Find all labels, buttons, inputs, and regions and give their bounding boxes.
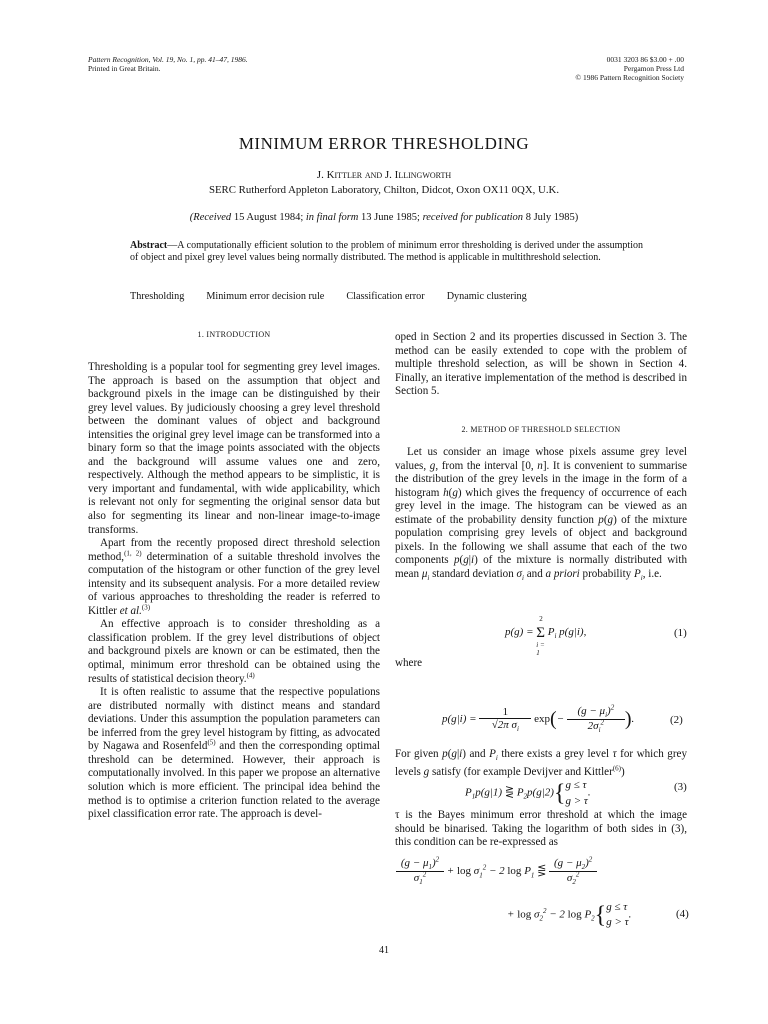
paper-title: MINIMUM ERROR THRESHOLDING xyxy=(238,134,530,153)
final-form-date: 13 June 1985; xyxy=(361,212,420,223)
equation-number: (4) xyxy=(676,908,689,920)
received-dates xyxy=(0,212,768,223)
where-label: where xyxy=(395,657,423,669)
right-column-paragraph: τ is the Bayes minimum error threshold at which the image should be binarised. Taking the logarithm of both sides in (3), this condition can be re-expressed as xyxy=(395,809,687,849)
journal-line: Pattern Recognition, Vol. 19, No. 1, pp. 41–47, 1986. xyxy=(88,55,248,64)
right-column-continuation xyxy=(395,331,687,399)
paragraph: Thresholding is a popular tool for segmenting grey level images. The approach is based on the assumption that object and background pixels in the image can be distinguished by their grey level values. By judiciously choosing a grey level threshold between the dominant values of object and background intensities the original grey level image can be transformed into a binary form so that the image points associated with the objects and the background will assume values one and zero, respectively. Although the method appears to be simplistic, it is very important and fundamental, with wide applicability, which is relevant not only for segmenting the original sensor data but also for segmenting its linear and non-linear image-to-image transforms. xyxy=(88,361,380,536)
equation-1: p(g) = Σ 2 i = 1 $P_i$ p(g|i), xyxy=(505,615,587,657)
received-date: 15 August 1984; xyxy=(233,212,304,223)
equation-4-continued: + $\log \sigma_2^2 - 2$ $\log P_2\{g \le \tau$ g > τ. xyxy=(507,901,632,929)
copyright-line: © 1986 Pattern Recognition Society xyxy=(575,73,684,82)
citation: (4) xyxy=(246,670,255,679)
issn-code: 0031 3203 86 $3.00 + .00 xyxy=(606,55,684,64)
paragraph: For given p(g|i) and $P_i$ there exists a grey level τ for which grey levels g satisfy (for example Devijver and Kittler$^{(6)}$) xyxy=(395,748,687,778)
right-column-paragraph xyxy=(395,748,687,779)
page-number: 41 xyxy=(379,945,389,956)
right-column-paragraph xyxy=(395,446,687,586)
publication-date: 8 July 1985) xyxy=(525,212,579,223)
paragraph: oped in Section 2 and its properties discussed in Section 3. The method can be easily extended to cope with the problem of multiple threshold selection, as will be shown in Section 4. Finally, an iterative implementation of the method is described in Section 5. xyxy=(395,331,687,398)
keyword: Minimum error decision rule xyxy=(206,291,325,302)
abstract-label: Abstract xyxy=(130,240,168,251)
equation-number: (3) xyxy=(674,781,687,793)
keywords xyxy=(130,291,650,302)
publisher-block xyxy=(575,55,684,82)
paragraph: It is often realistic to assume that the respective populations are distributed normally with distinct means and standard deviations. Under this assumption the population parameters can be inferred from the grey level histogram by fitting, as advocated by Nagawa and Rosenfeld$^{(5)}$ and then the corresponding optimal threshold can be determined. However, their approach is computationally involved. In this paper we propose an alternative solution which is more efficient. The principal idea behind the method is to optimise a criterion function related to the average pixel classification error rate. The approach is devel- xyxy=(88,686,380,821)
equation-number: (1) xyxy=(674,627,687,639)
paragraph: Apart from the recently proposed direct threshold selection method,$^{(1, 2)}$ determination of a suitable threshold involves the computation of the histogram or other function of the grey level intensity and its subsequent analysis. For a more detailed review of various approaches to thresholding the reader is referred to Kittler et al.$^{(3)}$ xyxy=(88,537,380,617)
publisher-name: Pergamon Press Ltd xyxy=(623,64,684,73)
section-heading-introduction: 1. INTRODUCTION xyxy=(197,330,271,339)
citation: (6) xyxy=(612,764,621,773)
final-form-label: in final form xyxy=(305,212,359,223)
journal-citation xyxy=(88,55,248,73)
paragraph: An effective approach is to consider thresholding as a classification problem. If the grey level distributions of object and background pixels are known or can be estimated, then the optimal, minimum error threshold can be obtained using the results of statistical decision theory.$^{(4)}$ xyxy=(88,618,380,685)
citation: (5) xyxy=(207,738,216,747)
citation: (3) xyxy=(141,603,151,612)
keyword: Thresholding xyxy=(130,291,185,302)
publication-label: received for publication xyxy=(422,212,524,223)
abstract xyxy=(130,240,643,264)
section-heading-method: 2. METHOD OF THRESHOLD SELECTION xyxy=(461,425,621,434)
abstract-text: —A computationally efficient solution to the problem of minimum error thresholding is derived under the assumption of object and pixel grey level values being normally distributed. The method is applicable in multithreshold selection. xyxy=(130,240,643,263)
equation-2: p(g|i) = $\frac{1}{√2\pi \sigma_i}$ exp(− $\frac{(g - \mu_i)^2}{2\sigma_i^2}$ ). xyxy=(442,703,635,735)
equation-number: (2) xyxy=(670,714,683,726)
keyword: Dynamic clustering xyxy=(446,291,527,302)
citation: (1, 2) xyxy=(124,548,142,557)
received-open: (Received xyxy=(189,212,232,223)
equation-4: $\frac{(g - \mu_1)^2}{\sigma_1^2}$ + $\log \sigma_1^2 - 2$ $\log P_1$ ⋚ $\frac{(g - \mu_2)^2}{\sigma_2^2}$ xyxy=(396,857,597,886)
author-list: J. Kittler and J. Illingworth xyxy=(316,169,452,181)
left-column xyxy=(88,361,380,822)
equation-3: $P_1p(g|1)$ ⋛ $P_2p(g|2)\{g \le \tau$ g > τ. xyxy=(465,779,591,807)
paragraph: Let us consider an image whose pixels assume grey level values, g, from the interval [0, n]. It is convenient to summarise the distribution of the grey levels in the image in the form of a histogram h(g) which gives the frequency of occurrence of each grey level in the image. The histogram can be viewed as an estimate of the probability density function p(g) of the mixture population comprising grey levels of object and background pixels. In the following we shall assume that each of the two components p(g|i) of the mixture is normally distributed with mean $\mu_i$ standard deviation $\sigma_i$ and a priori probability $P_i$, i.e. xyxy=(395,446,688,583)
affiliation: SERC Rutherford Appleton Laboratory, Chilton, Didcot, Oxon OX11 0QX, U.K. xyxy=(208,184,560,196)
keyword: Classification error xyxy=(346,291,425,302)
printed-line: Printed in Great Britain. xyxy=(88,64,161,73)
